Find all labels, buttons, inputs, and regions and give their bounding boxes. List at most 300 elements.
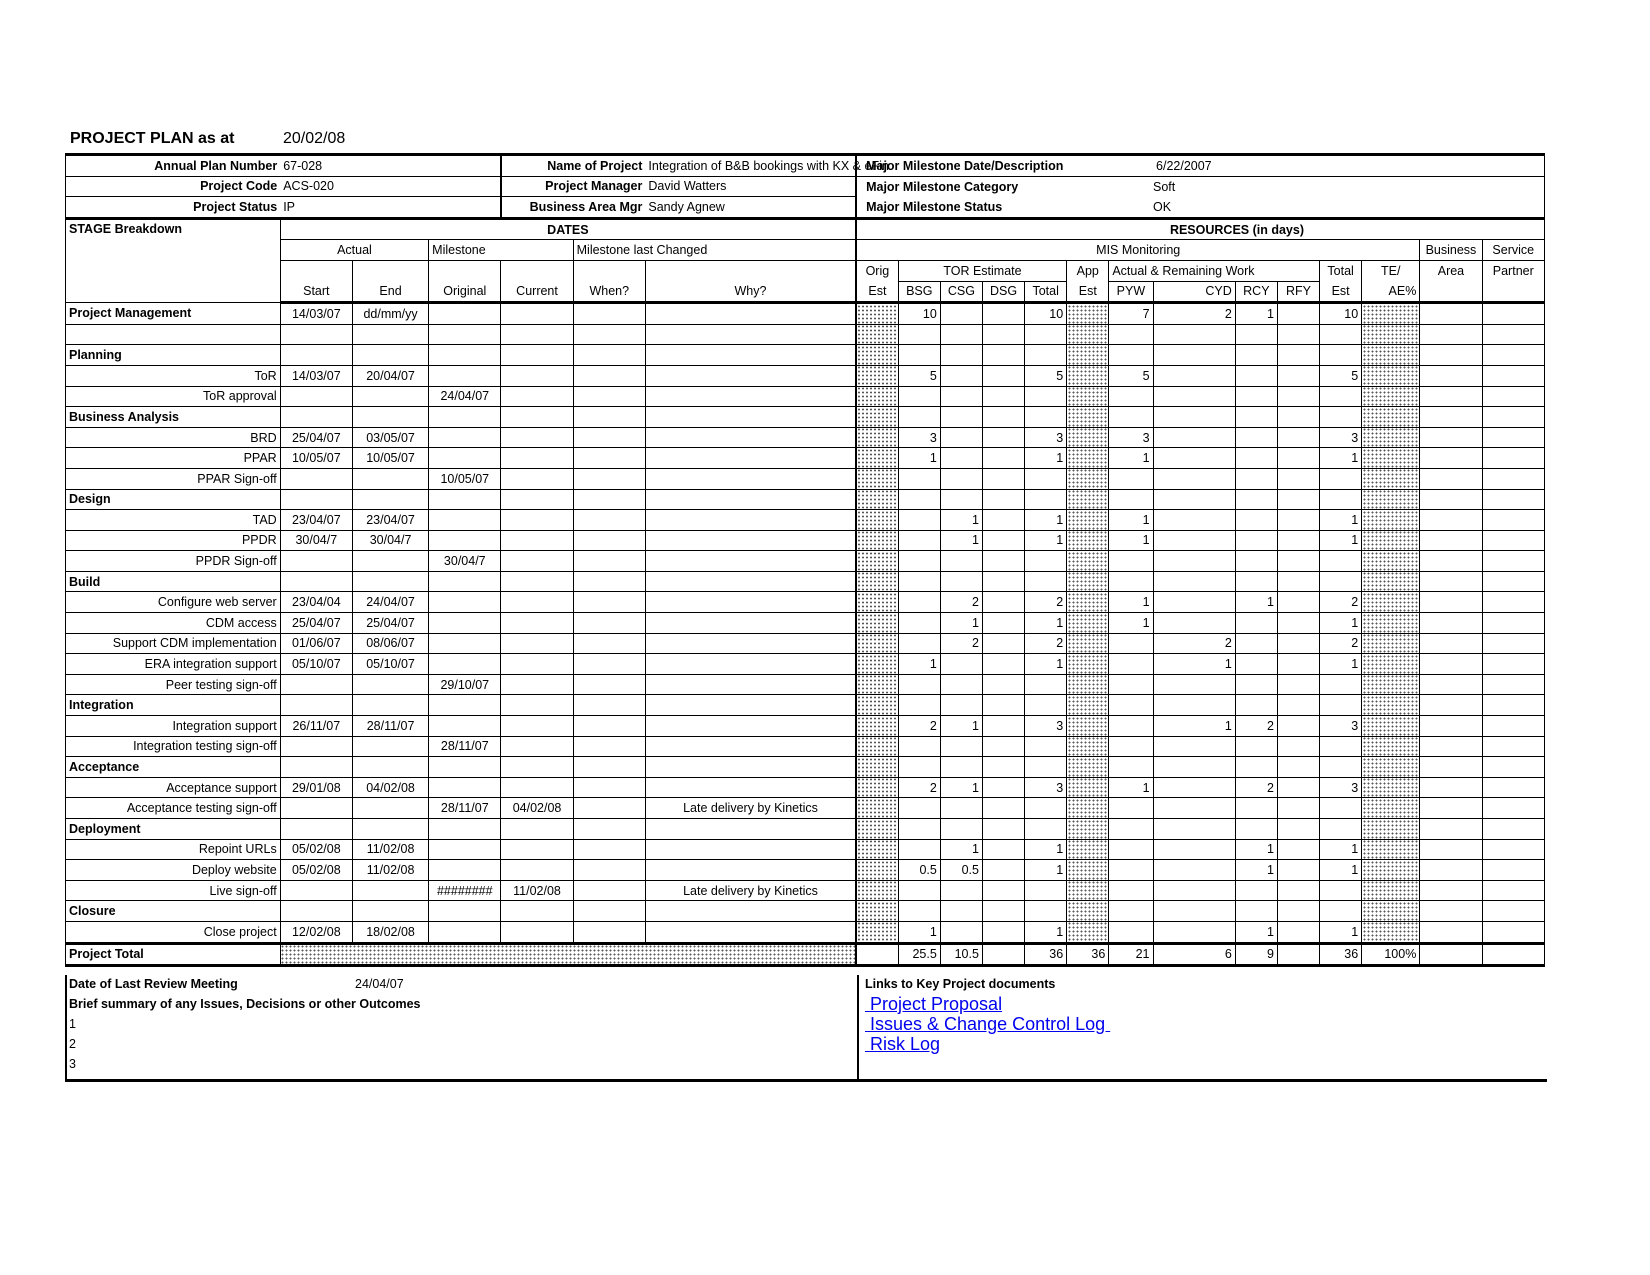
cell-bsg (898, 839, 940, 860)
cell-rfy (1277, 592, 1319, 613)
cell-empty (1420, 613, 1482, 634)
cell-dsg (982, 674, 1024, 695)
cell-why (645, 716, 856, 737)
stage-row (66, 303, 1545, 325)
cell-rfy (1277, 427, 1319, 448)
cell-empty (352, 757, 428, 778)
rcy-header: RCY (1235, 281, 1277, 303)
cell-empty (1362, 819, 1420, 840)
cell-empty (856, 839, 898, 860)
task-row (66, 654, 1545, 675)
cell-tot: 5 (1025, 365, 1067, 386)
project-code-label: Project Code (66, 176, 281, 197)
cell-empty (1420, 798, 1482, 819)
cell-empty (280, 407, 352, 428)
cell-dsg (982, 921, 1024, 943)
cell-why (645, 365, 856, 386)
cell-why (645, 530, 856, 551)
cell-empty (1320, 757, 1362, 778)
cell-start: 14/03/07 (280, 303, 352, 325)
cell-bsg: 2 (898, 777, 940, 798)
cell-test: 2 (1320, 592, 1362, 613)
cell-test (1320, 468, 1362, 489)
cell-rfy (1277, 736, 1319, 757)
task-row (66, 365, 1545, 386)
cell-empty (982, 901, 1024, 922)
project-manager-label: Project Manager (501, 176, 645, 197)
cell-cur: 04/02/08 (501, 798, 573, 819)
task-row (66, 386, 1545, 407)
cell-dsg (982, 839, 1024, 860)
task-row (66, 427, 1545, 448)
cell-test: 3 (1320, 427, 1362, 448)
cell-empty (856, 407, 898, 428)
cell-rfy (1277, 777, 1319, 798)
cell-test (1320, 880, 1362, 901)
cell-empty (856, 510, 898, 531)
cell-when (573, 860, 645, 881)
cell-why (645, 386, 856, 407)
cell-cyd (1153, 510, 1235, 531)
cell-empty (1067, 345, 1109, 366)
cell-when (573, 448, 645, 469)
cell-empty (856, 777, 898, 798)
cell-empty (1067, 592, 1109, 613)
cell-rcy (1235, 386, 1277, 407)
cell-test: 3 (1320, 716, 1362, 737)
cell-empty (1362, 901, 1420, 922)
cell-cur (501, 510, 573, 531)
cell-bsg (898, 468, 940, 489)
cell-start: 10/05/07 (280, 448, 352, 469)
cell-test (1320, 551, 1362, 572)
cell-start (280, 386, 352, 407)
cell-empty (1420, 819, 1482, 840)
cell-end (352, 674, 428, 695)
cell-empty (280, 757, 352, 778)
cell-empty (1153, 571, 1235, 592)
task-row (66, 880, 1545, 901)
cell-empty (1420, 716, 1482, 737)
cell-end: 05/10/07 (352, 654, 428, 675)
cell-when (573, 613, 645, 634)
cell-empty (429, 571, 501, 592)
cell-empty (856, 695, 898, 716)
why-header: Why? (645, 281, 856, 303)
cell-empty (1482, 427, 1544, 448)
app-header: App (1067, 260, 1109, 281)
cell-empty (1067, 489, 1109, 510)
cell-when (573, 716, 645, 737)
cell-empty (1420, 757, 1482, 778)
cell-empty (940, 407, 982, 428)
cell-end: 10/05/07 (352, 448, 428, 469)
cell-bsg (898, 633, 940, 654)
business-area-header-2: Area (1420, 260, 1482, 281)
cell-empty (1109, 901, 1153, 922)
cell-empty (1153, 757, 1235, 778)
cell-empty (1482, 674, 1544, 695)
cell-empty (1362, 551, 1420, 572)
cell-empty (1109, 757, 1153, 778)
actual-header: Actual (280, 240, 428, 261)
cell-empty (1482, 777, 1544, 798)
cell-csg (940, 551, 982, 572)
original-header: Original (429, 281, 501, 303)
cell-empty (1109, 345, 1153, 366)
cell-rfy (1277, 716, 1319, 737)
milestone-header: Milestone (429, 240, 573, 261)
cell-empty (1420, 345, 1482, 366)
cell-empty (856, 303, 898, 325)
cell-end (352, 386, 428, 407)
task-label: Live sign-off (66, 880, 281, 901)
cell-empty (856, 427, 898, 448)
cell-why (645, 654, 856, 675)
cell-test (1320, 736, 1362, 757)
total-cyd: 6 (1153, 943, 1235, 966)
cell-empty (352, 324, 428, 345)
te-header: TE/ (1362, 260, 1420, 281)
cell-orig: 28/11/07 (429, 736, 501, 757)
cell-empty (1420, 921, 1482, 943)
cell-empty (1277, 571, 1319, 592)
cell-empty (1362, 839, 1420, 860)
cell-csg (940, 365, 982, 386)
cell-empty (1420, 860, 1482, 881)
cell-rcy: 2 (1235, 716, 1277, 737)
cell-empty (982, 757, 1024, 778)
milestone-status-label: Major Milestone Status (856, 197, 1153, 219)
cell-tot (1025, 880, 1067, 901)
cell-empty (1067, 819, 1109, 840)
cell-empty (856, 448, 898, 469)
cell-orig (429, 839, 501, 860)
cell-empty (1420, 489, 1482, 510)
cell-when (573, 880, 645, 901)
cell-when (573, 921, 645, 943)
cell-empty (856, 386, 898, 407)
cell-csg: 1 (940, 510, 982, 531)
cell-orig (429, 654, 501, 675)
task-row (66, 860, 1545, 881)
cell-empty (429, 489, 501, 510)
total-dsg (982, 943, 1024, 966)
cell-empty (1482, 819, 1544, 840)
cell-empty (1362, 592, 1420, 613)
cell-empty (1067, 839, 1109, 860)
cell-cyd (1153, 798, 1235, 819)
review-panel (67, 975, 859, 1079)
cell-empty (1482, 365, 1544, 386)
cell-empty (856, 860, 898, 881)
cell-empty (1067, 510, 1109, 531)
cell-orig: 28/11/07 (429, 798, 501, 819)
cell-dsg (982, 510, 1024, 531)
cell-empty (1235, 757, 1277, 778)
cell-empty (856, 613, 898, 634)
cell-csg (940, 736, 982, 757)
cell-empty (280, 324, 352, 345)
review-date-label: Date of Last Review Meeting (69, 977, 238, 991)
cell-empty (1067, 613, 1109, 634)
cell-end (352, 551, 428, 572)
stage-row (66, 345, 1545, 366)
cell-test (1320, 674, 1362, 695)
task-row (66, 530, 1545, 551)
cell-empty (898, 819, 940, 840)
project-status-label: Project Status (66, 197, 281, 219)
cell-pyw: 1 (1109, 530, 1153, 551)
cell-empty (280, 345, 352, 366)
cell-test: 3 (1320, 777, 1362, 798)
task-label: PPDR (66, 530, 281, 551)
current-header: Current (501, 281, 573, 303)
risk-log-link[interactable]: Risk Log (865, 1034, 941, 1054)
cell-empty (1362, 407, 1420, 428)
cell-rcy (1235, 448, 1277, 469)
task-row (66, 777, 1545, 798)
stage-label: Planning (66, 345, 281, 366)
cell-empty (1153, 345, 1235, 366)
cell-rcy (1235, 736, 1277, 757)
task-label: Acceptance testing sign-off (66, 798, 281, 819)
cell-empty (1153, 695, 1235, 716)
milestone-desc-label: Major Milestone Date/Description (856, 155, 1153, 177)
cell-empty (1420, 448, 1482, 469)
cell-cur (501, 633, 573, 654)
cell-orig: 10/05/07 (429, 468, 501, 489)
cell-empty (1320, 407, 1362, 428)
cell-empty (856, 633, 898, 654)
cell-rfy (1277, 674, 1319, 695)
cell-cyd (1153, 386, 1235, 407)
cell-when (573, 303, 645, 325)
cell-bsg (898, 530, 940, 551)
cell-empty (1109, 819, 1153, 840)
cell-rcy (1235, 633, 1277, 654)
task-row (66, 736, 1545, 757)
cell-start: 05/02/08 (280, 860, 352, 881)
cell-empty (856, 592, 898, 613)
cell-empty (429, 324, 501, 345)
cell-start: 12/02/08 (280, 921, 352, 943)
cell-empty (1362, 365, 1420, 386)
cell-cur (501, 736, 573, 757)
cell-empty (1362, 468, 1420, 489)
project-proposal-link[interactable]: Project Proposal (865, 994, 1003, 1014)
cell-empty (1420, 633, 1482, 654)
cell-cur (501, 777, 573, 798)
cell-why (645, 860, 856, 881)
cell-empty (1025, 757, 1067, 778)
cell-empty (982, 407, 1024, 428)
cell-orig (429, 860, 501, 881)
cell-empty (573, 345, 645, 366)
cell-rfy (1277, 839, 1319, 860)
cell-tot: 1 (1025, 613, 1067, 634)
cell-orig (429, 921, 501, 943)
cell-empty (856, 880, 898, 901)
task-label: ToR (66, 365, 281, 386)
cell-rcy (1235, 654, 1277, 675)
cell-dsg (982, 633, 1024, 654)
cell-empty (1362, 674, 1420, 695)
cell-bsg (898, 551, 940, 572)
cell-empty (898, 901, 940, 922)
cell-rfy (1277, 386, 1319, 407)
cell-empty (1482, 592, 1544, 613)
cell-end (352, 798, 428, 819)
cell-empty (1420, 303, 1482, 325)
project-total-label: Project Total (66, 943, 281, 966)
cell-empty (856, 819, 898, 840)
cell-end: 08/06/07 (352, 633, 428, 654)
cell-cyd (1153, 613, 1235, 634)
cell-bsg (898, 736, 940, 757)
cell-empty (856, 365, 898, 386)
cell-rcy (1235, 674, 1277, 695)
cell-when (573, 592, 645, 613)
project-status-value: IP (280, 197, 501, 219)
cell-pyw (1109, 736, 1153, 757)
cell-csg (940, 468, 982, 489)
task-row (66, 798, 1545, 819)
cell-empty (352, 489, 428, 510)
cell-empty (501, 695, 573, 716)
cell-empty (1420, 427, 1482, 448)
total-est-header: Est (1320, 281, 1362, 303)
cell-tot: 2 (1025, 592, 1067, 613)
business-mgr-label: Business Area Mgr (501, 197, 645, 219)
cell-empty (1109, 489, 1153, 510)
total-ae: 100% (1362, 943, 1420, 966)
stage-row (66, 757, 1545, 778)
cell-pyw: 5 (1109, 365, 1153, 386)
cell-cyd (1153, 551, 1235, 572)
cell-why: Late delivery by Kinetics (645, 880, 856, 901)
task-label: CDM access (66, 613, 281, 634)
cell-pyw: 1 (1109, 448, 1153, 469)
cell-dsg (982, 736, 1024, 757)
cell-empty (280, 571, 352, 592)
total-csg: 10.5 (940, 943, 982, 966)
cell-tot: 3 (1025, 427, 1067, 448)
cell-empty (1067, 798, 1109, 819)
cell-empty (1420, 736, 1482, 757)
cell-test: 2 (1320, 633, 1362, 654)
cell-empty (1067, 303, 1109, 325)
cell-empty (856, 674, 898, 695)
cell-test: 1 (1320, 839, 1362, 860)
cell-tot (1025, 674, 1067, 695)
cell-test: 10 (1320, 303, 1362, 325)
cell-dsg (982, 654, 1024, 675)
cell-empty (1067, 530, 1109, 551)
cell-orig (429, 716, 501, 737)
cell-empty (898, 324, 940, 345)
stage-row (66, 901, 1545, 922)
cell-empty (1277, 407, 1319, 428)
cell-cur (501, 530, 573, 551)
cell-empty (1482, 901, 1544, 922)
cell-when (573, 654, 645, 675)
cell-pyw (1109, 633, 1153, 654)
orig-est-header: Est (856, 281, 898, 303)
cell-why (645, 510, 856, 531)
cell-start: 05/10/07 (280, 654, 352, 675)
business-mgr-value: Sandy Agnew (645, 197, 856, 219)
issues-log-link[interactable]: Issues & Change Control Log (865, 1014, 1111, 1034)
cell-rfy (1277, 303, 1319, 325)
cell-start: 14/03/07 (280, 365, 352, 386)
cell-orig (429, 448, 501, 469)
cell-empty (1420, 551, 1482, 572)
cell-empty (1067, 448, 1109, 469)
csg-header: CSG (940, 281, 982, 303)
cell-empty (1482, 510, 1544, 531)
cell-empty (501, 757, 573, 778)
cell-pyw (1109, 921, 1153, 943)
cell-empty (1067, 365, 1109, 386)
cell-empty (1067, 386, 1109, 407)
cell-empty (1235, 695, 1277, 716)
cell-empty (1025, 489, 1067, 510)
task-label: PPDR Sign-off (66, 551, 281, 572)
cell-cyd (1153, 839, 1235, 860)
cell-end (352, 880, 428, 901)
cell-dsg (982, 530, 1024, 551)
cell-empty (1235, 407, 1277, 428)
cell-empty (1235, 819, 1277, 840)
cell-end: 04/02/08 (352, 777, 428, 798)
cell-end: 11/02/08 (352, 839, 428, 860)
cell-empty (501, 407, 573, 428)
cell-empty (940, 757, 982, 778)
cell-empty (1067, 654, 1109, 675)
cell-empty (1420, 654, 1482, 675)
cell-dsg (982, 860, 1024, 881)
cell-tot (1025, 386, 1067, 407)
cell-empty (940, 345, 982, 366)
cell-empty (573, 324, 645, 345)
cell-rfy (1277, 654, 1319, 675)
total-rcy: 9 (1235, 943, 1277, 966)
cell-empty (1153, 324, 1235, 345)
cell-tot (1025, 468, 1067, 489)
cell-empty (1482, 613, 1544, 634)
cell-empty (1277, 489, 1319, 510)
cell-tot: 1 (1025, 510, 1067, 531)
task-label: PPAR Sign-off (66, 468, 281, 489)
cell-test (1320, 386, 1362, 407)
cell-when (573, 530, 645, 551)
cell-when (573, 468, 645, 489)
cell-empty (1362, 448, 1420, 469)
cell-empty (1482, 324, 1544, 345)
cell-empty (1362, 880, 1420, 901)
cell-dsg (982, 551, 1024, 572)
cell-orig (429, 592, 501, 613)
milestone-desc-value: 6/22/2007 (1153, 155, 1544, 177)
cell-empty (573, 407, 645, 428)
cell-empty (1067, 407, 1109, 428)
stage-label: Business Analysis (66, 407, 281, 428)
cell-why (645, 551, 856, 572)
when-header: When? (573, 281, 645, 303)
cell-pyw (1109, 654, 1153, 675)
cell-tot (1025, 798, 1067, 819)
